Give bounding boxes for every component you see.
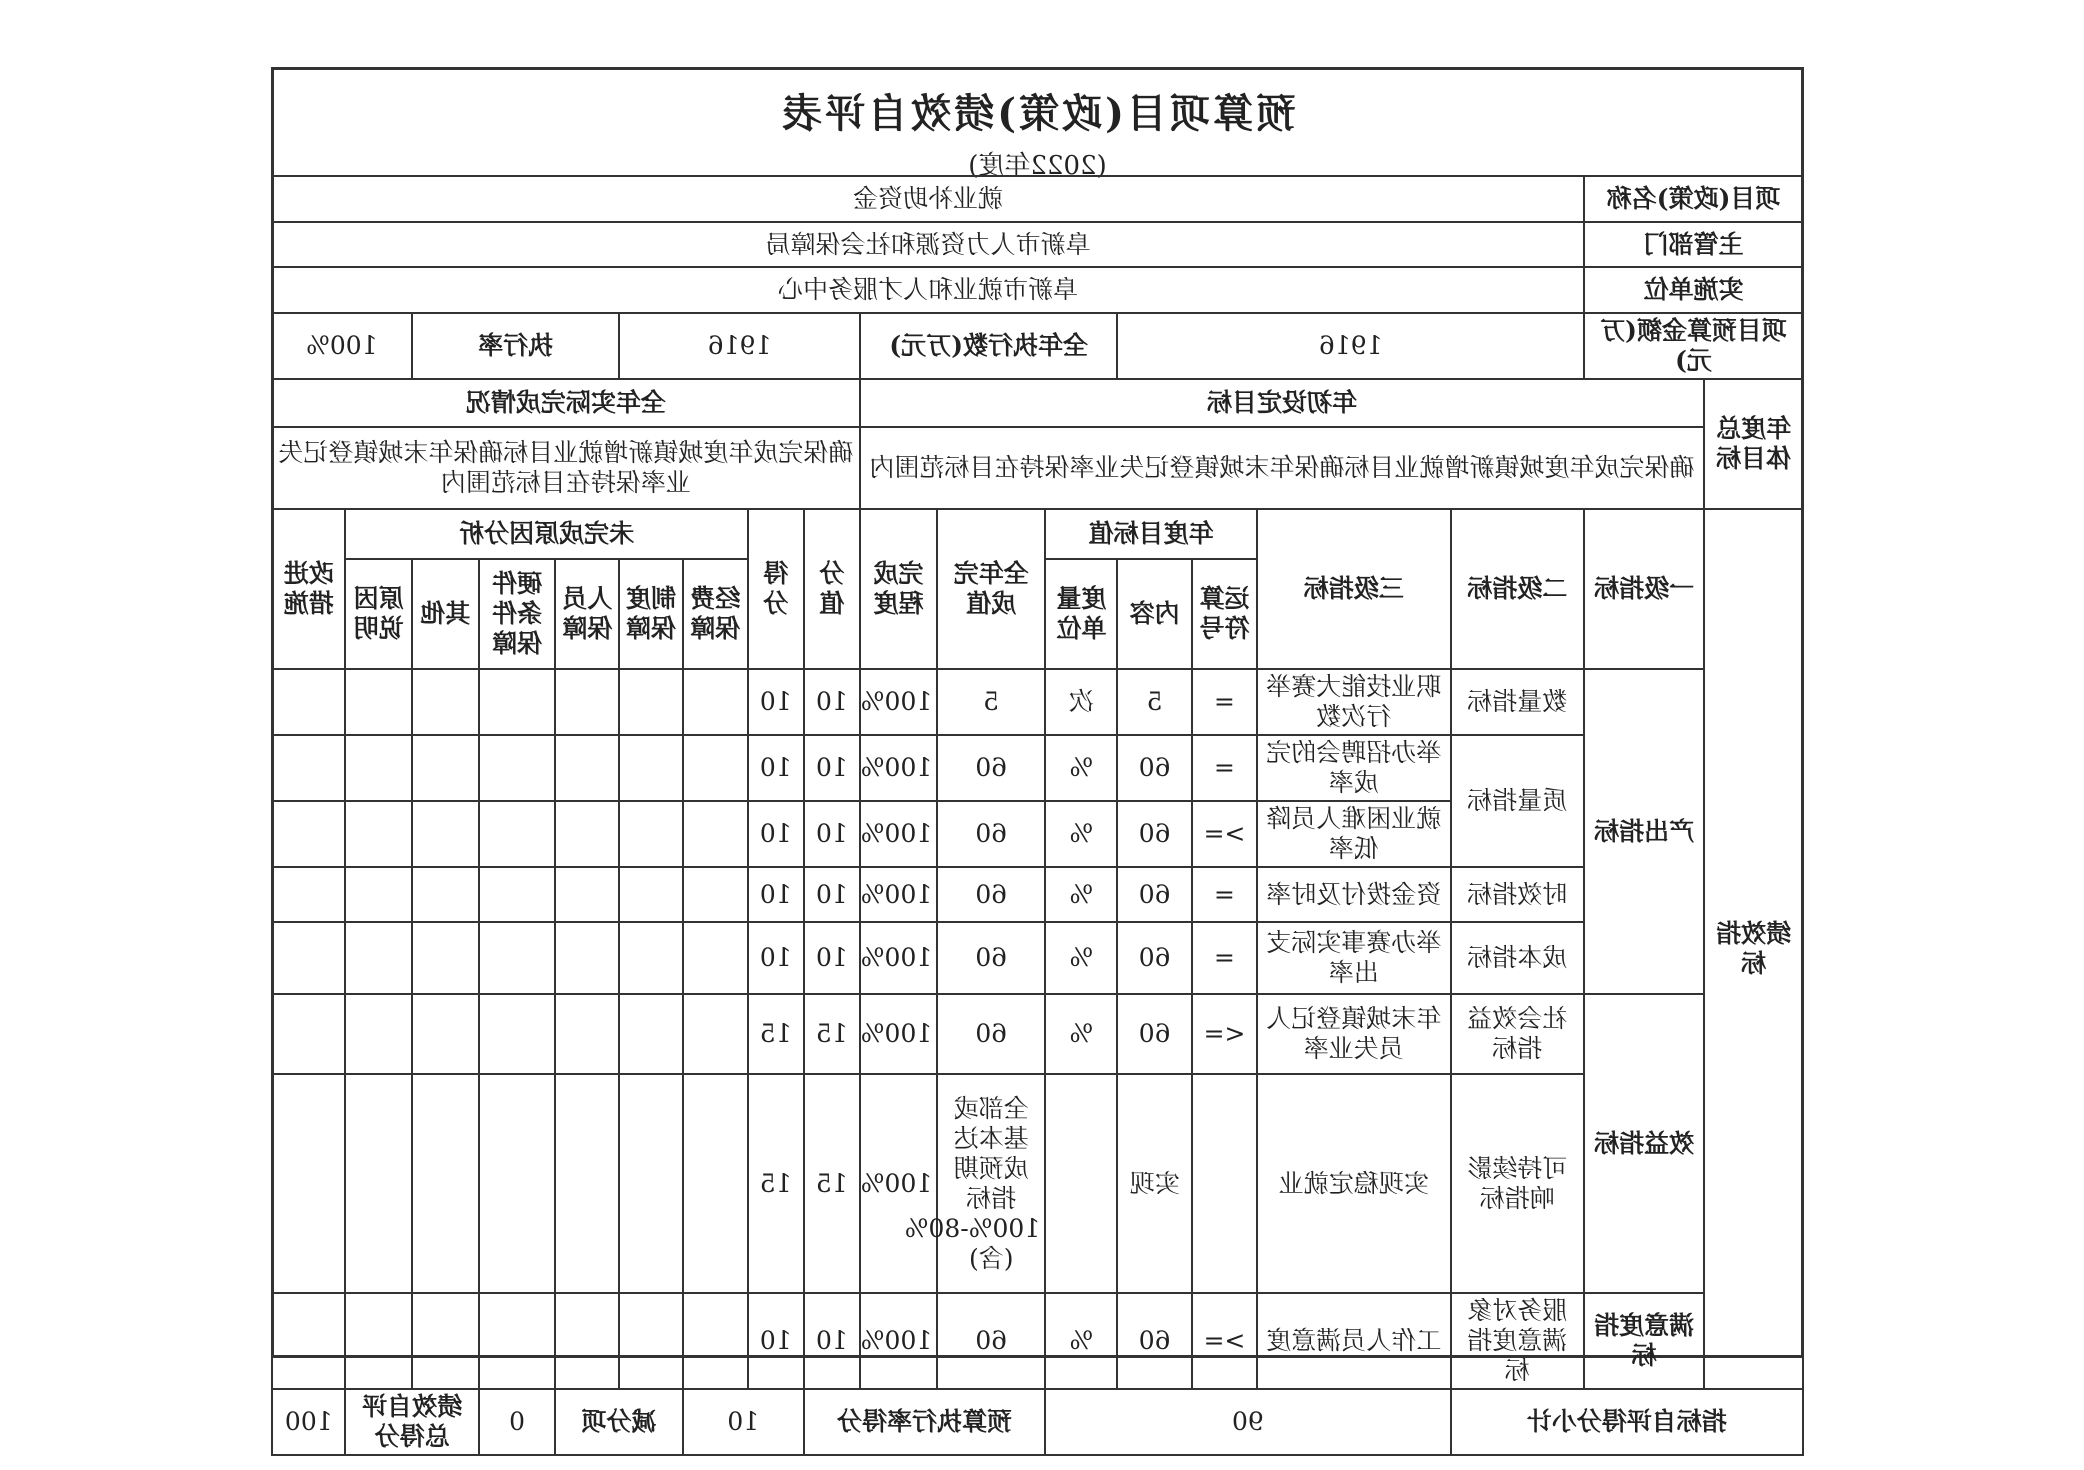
reason-cell <box>412 801 479 867</box>
implementer-value: 阜新市就业和人才服务中心 <box>272 267 1584 313</box>
header-weight: 分值 <box>804 509 860 669</box>
department-row <box>272 222 1803 267</box>
improve-cell <box>272 1293 345 1389</box>
header-op: 运算符号 <box>1192 559 1257 669</box>
annual-cell: 5 <box>937 669 1045 735</box>
content-cell: 60 <box>1118 735 1192 801</box>
improve-cell <box>272 801 345 867</box>
reason-cell <box>345 735 411 801</box>
department-label: 主管部门 <box>1584 222 1803 267</box>
level2-cell: 数量指标 <box>1451 669 1584 735</box>
header-r-system: 制度保障 <box>619 559 682 669</box>
reason-cell <box>619 735 682 801</box>
header-r-staff: 人员保障 <box>555 559 619 669</box>
reason-cell <box>345 994 411 1074</box>
budget-amount-label: 项目预算金额(万元) <box>1584 313 1803 379</box>
level3-cell: 工作人员满意度 <box>1257 1293 1451 1389</box>
level3-cell: 资金拨付及时率 <box>1257 867 1451 922</box>
reason-cell <box>412 994 479 1074</box>
score-cell: 10 <box>748 1293 804 1389</box>
reason-cell <box>479 1293 555 1389</box>
improve-cell <box>272 669 345 735</box>
op-cell: <= <box>1192 994 1257 1074</box>
op-cell: = <box>1192 669 1257 735</box>
unit-cell: % <box>1045 735 1117 801</box>
op-cell: = <box>1192 867 1257 922</box>
reason-cell <box>412 922 479 994</box>
header-score: 得分 <box>748 509 804 669</box>
implementer-row <box>272 267 1803 313</box>
annual-cell: 全部或基本达成预期指标100%-80%(含) <box>937 1074 1045 1293</box>
reason-cell <box>479 669 555 735</box>
op-cell <box>1192 1074 1257 1293</box>
reason-cell <box>345 801 411 867</box>
set-goal-header: 年初设定目标 <box>860 379 1704 427</box>
completion-cell: 100% <box>860 801 937 867</box>
weight-cell: 10 <box>804 867 860 922</box>
reason-cell <box>412 669 479 735</box>
reason-cell <box>555 801 619 867</box>
reason-cell <box>619 801 682 867</box>
annual-cell: 60 <box>937 1293 1045 1389</box>
subtotal-value: 90 <box>1045 1389 1450 1455</box>
weight-cell: 10 <box>804 801 860 867</box>
executed-value: 1916 <box>619 313 859 379</box>
reason-cell <box>345 1293 411 1389</box>
table-row <box>272 994 1803 1074</box>
score-cell: 15 <box>748 994 804 1074</box>
unit-cell: 次 <box>1045 669 1117 735</box>
completion-cell: 100% <box>860 735 937 801</box>
subtotal-label: 指标自评得分小计 <box>1451 1389 1803 1455</box>
reason-cell <box>345 922 411 994</box>
level2-cell: 时效指标 <box>1451 867 1584 922</box>
improve-cell <box>272 735 345 801</box>
reason-cell <box>619 867 682 922</box>
header-r-other: 其他 <box>412 559 479 669</box>
op-cell: >= <box>1192 1293 1257 1389</box>
table-row <box>272 1074 1803 1293</box>
content-cell: 60 <box>1118 994 1192 1074</box>
reason-cell <box>555 669 619 735</box>
reason-cell <box>683 922 748 994</box>
reason-cell <box>412 1074 479 1293</box>
overall-goal-label: 年度总体目标 <box>1704 379 1803 509</box>
reason-cell <box>555 1293 619 1389</box>
unit-cell <box>1045 1074 1117 1293</box>
score-cell: 10 <box>748 867 804 922</box>
annual-cell: 60 <box>937 994 1045 1074</box>
content-cell: 60 <box>1118 867 1192 922</box>
level3-cell: 年末城镇登记人员失业率 <box>1257 994 1451 1074</box>
completion-cell: 100% <box>860 922 937 994</box>
header-r-hardware: 硬件条件保障 <box>479 559 555 669</box>
deduct-value: 0 <box>479 1389 555 1455</box>
score-cell: 10 <box>748 735 804 801</box>
reason-cell <box>683 735 748 801</box>
project-name-label: 项目(政策)名称 <box>1584 176 1803 222</box>
table-row <box>272 922 1803 994</box>
project-name-value: 就业补助资金 <box>272 176 1584 222</box>
budget-score-label: 预算执行率得分 <box>804 1389 1045 1455</box>
level3-cell: 举办赛事实际支出率 <box>1257 922 1451 994</box>
budget-amount-value: 1916 <box>1118 313 1585 379</box>
reason-cell <box>345 867 411 922</box>
budget-score-value: 10 <box>683 1389 804 1455</box>
weight-cell: 10 <box>804 1293 860 1389</box>
content-cell: 60 <box>1118 1293 1192 1389</box>
header-level1: 一级指标 <box>1584 509 1704 669</box>
annual-cell: 60 <box>937 867 1045 922</box>
unit-cell: % <box>1045 994 1117 1074</box>
rate-label: 执行率 <box>412 313 620 379</box>
completion-cell: 100% <box>860 669 937 735</box>
reason-cell <box>619 1293 682 1389</box>
unit-cell: % <box>1045 1293 1117 1389</box>
perf-indicator-label: 绩效指标 <box>1704 509 1803 1389</box>
reason-cell <box>619 994 682 1074</box>
rate-value: 100% <box>272 313 412 379</box>
document-title: 预算项目(政策)绩效自评表 <box>779 90 1296 137</box>
reason-cell <box>555 867 619 922</box>
level2-cell: 质量指标 <box>1451 735 1584 867</box>
reason-cell <box>683 1074 748 1293</box>
implementer-label: 实施单位 <box>1584 267 1803 313</box>
reason-cell <box>479 994 555 1074</box>
score-cell: 15 <box>748 1074 804 1293</box>
reason-cell <box>345 1074 411 1293</box>
total-label: 绩效自评总得分 <box>345 1389 478 1455</box>
level3-cell: 举办招聘会的完成率 <box>1257 735 1451 801</box>
completion-cell: 100% <box>860 994 937 1074</box>
weight-cell: 15 <box>804 1074 860 1293</box>
evaluation-table <box>271 175 1804 1456</box>
annual-cell: 60 <box>937 735 1045 801</box>
deduct-label: 减分项 <box>555 1389 682 1455</box>
header-level3: 三级指标 <box>1257 509 1451 669</box>
table-row <box>272 669 1803 735</box>
completion-cell: 100% <box>860 867 937 922</box>
header-reasons: 未完成原因分析 <box>345 509 747 559</box>
op-cell: = <box>1192 735 1257 801</box>
reason-cell <box>683 669 748 735</box>
improve-cell <box>272 994 345 1074</box>
completion-cell: 100% <box>860 1074 937 1293</box>
header-target: 年度目标值 <box>1045 509 1257 559</box>
header-level2: 二级指标 <box>1451 509 1584 669</box>
score-cell: 10 <box>748 801 804 867</box>
reason-cell <box>555 735 619 801</box>
annual-cell: 60 <box>937 922 1045 994</box>
department-value: 阜新市人力资源和社会保障局 <box>272 222 1584 267</box>
level2-cell: 成本指标 <box>1451 922 1584 994</box>
reason-cell <box>412 735 479 801</box>
table-row <box>272 1293 1803 1389</box>
reason-cell <box>683 867 748 922</box>
content-cell: 60 <box>1118 922 1192 994</box>
score-cell: 10 <box>748 922 804 994</box>
weight-cell: 15 <box>804 994 860 1074</box>
level3-cell: 实现稳定就业 <box>1257 1074 1451 1293</box>
unit-cell: % <box>1045 922 1117 994</box>
executed-label: 全年执行数(万元) <box>860 313 1118 379</box>
header-improve: 改进措施 <box>272 509 345 669</box>
level3-cell: 职业技能大赛举行次数 <box>1257 669 1451 735</box>
content-cell: 60 <box>1118 801 1192 867</box>
improve-cell <box>272 867 345 922</box>
level1-satisfaction: 满意度指标 <box>1584 1293 1704 1389</box>
weight-cell: 10 <box>804 922 860 994</box>
reason-cell <box>479 735 555 801</box>
document-year: (2022年度) <box>968 151 1107 181</box>
score-cell: 10 <box>748 669 804 735</box>
reason-cell <box>619 669 682 735</box>
level2-cell: 社会效益指标 <box>1451 994 1584 1074</box>
improve-cell <box>272 922 345 994</box>
reason-cell <box>683 801 748 867</box>
weight-cell: 10 <box>804 735 860 801</box>
goals-header-row <box>272 379 1803 427</box>
reason-cell <box>412 1293 479 1389</box>
weight-cell: 10 <box>804 669 860 735</box>
header-r-note: 原因说明 <box>345 559 411 669</box>
footer-row <box>272 1389 1803 1455</box>
table-row <box>272 735 1803 801</box>
op-cell: = <box>1192 922 1257 994</box>
level3-cell: 就业困难人员降低率 <box>1257 801 1451 867</box>
level2-cell: 服务对象满意度指标 <box>1451 1293 1584 1389</box>
header-completion: 完成程度 <box>860 509 937 669</box>
total-value: 100 <box>272 1389 345 1455</box>
reason-cell <box>479 1074 555 1293</box>
completion-cell: 100% <box>860 1293 937 1389</box>
unit-cell: % <box>1045 801 1117 867</box>
project-name-row <box>272 176 1803 222</box>
reason-cell <box>555 1074 619 1293</box>
content-cell: 5 <box>1118 669 1192 735</box>
header-annual: 全年完成值 <box>937 509 1045 669</box>
set-goal-text: 确保完成年度城镇新增就业目标确保年末城镇登记失业率保持在目标范围内 <box>860 427 1704 509</box>
reason-cell <box>345 669 411 735</box>
actual-goal-text: 确保完成年度城镇新增就业目标确保年末城镇登记失业率保持在目标范围内 <box>272 427 860 509</box>
header-content: 内容 <box>1118 559 1192 669</box>
level1-benefit: 效益指标 <box>1584 994 1704 1293</box>
reason-cell <box>479 801 555 867</box>
reason-cell <box>555 994 619 1074</box>
reason-cell <box>619 1074 682 1293</box>
op-cell: >= <box>1192 801 1257 867</box>
actual-goal-header: 全年实际完成情况 <box>272 379 860 427</box>
reason-cell <box>683 1293 748 1389</box>
improve-cell <box>272 1074 345 1293</box>
header-row-1 <box>272 509 1803 559</box>
reason-cell <box>479 867 555 922</box>
header-r-funds: 经费保障 <box>683 559 748 669</box>
content-cell: 实现 <box>1118 1074 1192 1293</box>
table-row <box>272 867 1803 922</box>
unit-cell: % <box>1045 867 1117 922</box>
budget-row <box>272 313 1803 379</box>
goals-text-row <box>272 427 1803 509</box>
reason-cell <box>479 922 555 994</box>
reason-cell <box>683 994 748 1074</box>
reason-cell <box>555 922 619 994</box>
header-unit: 度量单位 <box>1045 559 1117 669</box>
level1-output: 产出指标 <box>1584 669 1704 994</box>
annual-cell: 60 <box>937 801 1045 867</box>
reason-cell <box>412 867 479 922</box>
title-block <box>271 72 1804 181</box>
reason-cell <box>619 922 682 994</box>
level2-cell: 可持续影响指标 <box>1451 1074 1584 1293</box>
